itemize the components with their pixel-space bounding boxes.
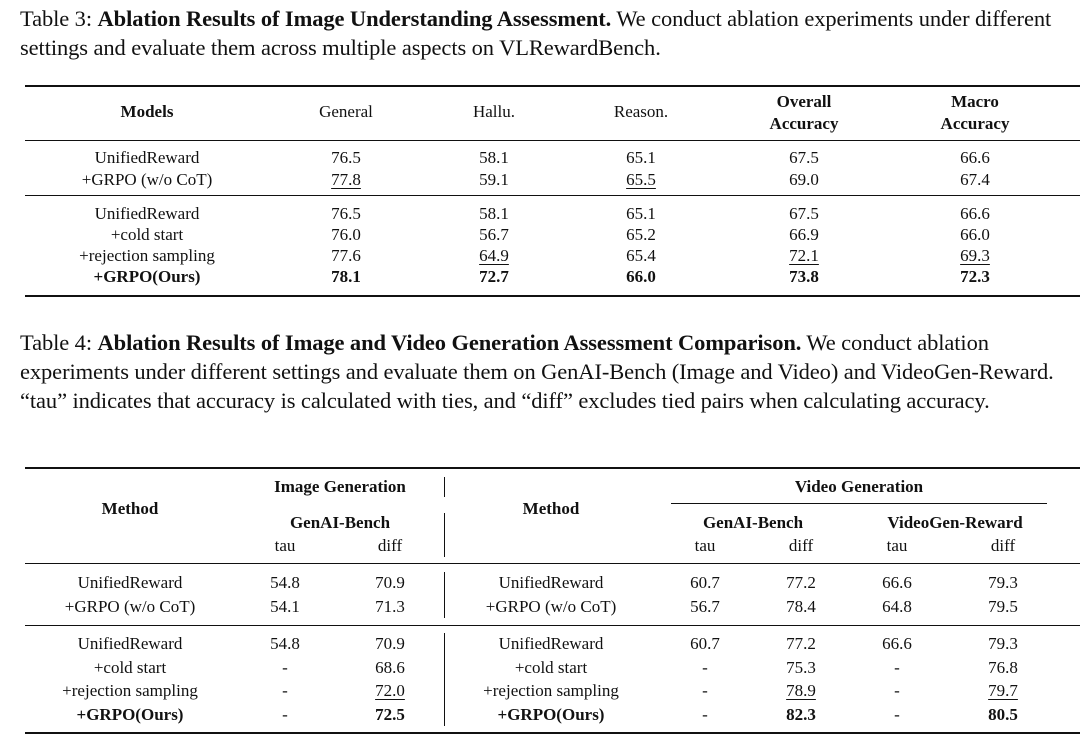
table3-text: We conduct ablation experiments under different settings and evaluate them across multiple aspects on VLRewardBench.: [20, 6, 1052, 60]
table4-row2-videogen-diff: 79.5: [988, 597, 1018, 616]
table4-row1-video-genai-diff: 77.2: [786, 573, 816, 592]
table4-row2-method-left: +GRPO (w/o CoT): [64, 597, 196, 616]
table4-row4-image-diff: 68.6: [375, 658, 405, 677]
table3-row1-reason: 65.1: [626, 148, 656, 167]
header-reason: Reason.: [613, 102, 669, 121]
table3-row2-hallu: 59.1: [479, 170, 509, 189]
table4-title: Ablation Results of Image and Video Generation Assessment Comparison.: [97, 330, 802, 355]
table4-row2-video-genai-tau: 56.7: [690, 597, 720, 616]
table4-row3-method-left: UnifiedReward: [77, 634, 183, 653]
table4-row4-video-genai-diff: 75.3: [786, 658, 816, 677]
table3-row6-hallu: 72.7: [479, 267, 509, 286]
table4-row3-video-genai-tau: 60.7: [690, 634, 720, 653]
header-image-diff: diff: [377, 536, 403, 555]
header-macro-line1: Macro: [951, 92, 999, 111]
header-macro-line2: Accuracy: [940, 114, 1010, 133]
header-image-generation: Image Generation: [274, 477, 406, 496]
table4-label: Table 4:: [20, 330, 92, 355]
table3-header-rule: [25, 140, 1080, 141]
table4-row1-videogen-diff: 79.3: [988, 573, 1018, 592]
table3-row1-hallu: 58.1: [479, 148, 509, 167]
table4-vsep-header-bottom: [444, 513, 445, 557]
table4-row6-method-left: +GRPO(Ours): [76, 705, 184, 724]
table4-row1-method-left: UnifiedReward: [77, 573, 183, 592]
table4-row5-method-right: +rejection sampling: [483, 681, 619, 700]
table3-row5-general: 77.6: [331, 246, 361, 265]
table4-header-rule: [25, 563, 1080, 564]
table4-row2-method-right: +GRPO (w/o CoT): [485, 597, 617, 616]
table3-row5-overall: 72.1: [789, 246, 819, 265]
table3-row2-overall: 69.0: [789, 170, 819, 189]
table4-row1-videogen-tau: 66.6: [882, 573, 912, 592]
table4-row1-image-tau: 54.8: [270, 573, 300, 592]
table3-row3-macro: 66.6: [960, 204, 990, 223]
table3-row3-overall: 67.5: [789, 204, 819, 223]
table4-row1-video-genai-tau: 60.7: [690, 573, 720, 592]
header-video-generation: Video Generation: [794, 477, 924, 496]
table3-row6-macro: 72.3: [960, 267, 990, 286]
table4-row3-image-diff: 70.9: [375, 634, 405, 653]
table4-row4-video-genai-tau: -: [702, 658, 708, 677]
table4-row4-method-left: +cold start: [93, 658, 167, 677]
header-overall-line2: Accuracy: [769, 114, 839, 133]
table4-row6-video-genai-diff: 82.3: [786, 705, 816, 724]
table4-row1-method-right: UnifiedReward: [498, 573, 604, 592]
table4-vsep-header-top: [444, 477, 445, 497]
header-genai-bench-image: GenAI-Bench: [289, 513, 391, 532]
table3-row6-model: +GRPO(Ours): [93, 267, 201, 286]
table3-row5-reason: 65.4: [626, 246, 656, 265]
table4-row6-videogen-tau: -: [894, 705, 900, 724]
table4-row6-image-tau: -: [282, 705, 288, 724]
table3-row2-general: 77.8: [331, 170, 361, 189]
table3-row2-model: +GRPO (w/o CoT): [81, 170, 213, 189]
table3-row1-general: 76.5: [331, 148, 361, 167]
table4-vsep-group2: [444, 633, 445, 726]
table3-row4-model: +cold start: [110, 225, 184, 244]
table4-row6-method-right: +GRPO(Ours): [497, 705, 605, 724]
table4-row5-video-genai-tau: -: [702, 681, 708, 700]
table4-row4-videogen-diff: 76.8: [988, 658, 1018, 677]
table3-top-rule: [25, 85, 1080, 87]
header-models: Models: [120, 102, 174, 121]
table4-group-rule: [25, 625, 1080, 626]
table4-row2-video-genai-diff: 78.4: [786, 597, 816, 616]
table4-row1-image-diff: 70.9: [375, 573, 405, 592]
table3-row4-reason: 65.2: [626, 225, 656, 244]
table3-group-rule: [25, 195, 1080, 196]
table4-row5-method-left: +rejection sampling: [62, 681, 198, 700]
table4-row3-videogen-diff: 79.3: [988, 634, 1018, 653]
header-videogen-reward: VideoGen-Reward: [887, 513, 1023, 532]
table4-row4-videogen-tau: -: [894, 658, 900, 677]
table3-row2-macro: 67.4: [960, 170, 990, 189]
table3-row5-hallu: 64.9: [479, 246, 509, 265]
table4-row5-video-genai-diff: 78.9: [786, 681, 816, 700]
table3-row6-overall: 73.8: [789, 267, 819, 286]
header-image-tau: tau: [274, 536, 296, 555]
table4-row5-videogen-diff: 79.7: [988, 681, 1018, 700]
table4-row4-image-tau: -: [282, 658, 288, 677]
header-videogen-tau: tau: [886, 536, 908, 555]
header-method-right: Method: [522, 499, 580, 518]
table4-top-rule: [25, 467, 1080, 469]
header-hallu: Hallu.: [472, 102, 516, 121]
header-video-genai-tau: tau: [694, 536, 716, 555]
table4-row6-videogen-diff: 80.5: [988, 705, 1018, 724]
table4-bottom-rule: [25, 732, 1080, 734]
table4-row3-video-genai-diff: 77.2: [786, 634, 816, 653]
table3-row3-hallu: 58.1: [479, 204, 509, 223]
header-method-left: Method: [101, 499, 159, 518]
table4-video-cmidrule: [671, 503, 1047, 504]
table4-row2-image-diff: 71.3: [375, 597, 405, 616]
table3-row1-model: UnifiedReward: [94, 148, 200, 167]
table3-row6-general: 78.1: [331, 267, 361, 286]
table3-title: Ablation Results of Image Understanding Assessment.: [97, 6, 612, 31]
header-video-genai-diff: diff: [788, 536, 814, 555]
table3-row4-macro: 66.0: [960, 225, 990, 244]
table4-row6-image-diff: 72.5: [375, 705, 405, 724]
table4-row2-videogen-tau: 64.8: [882, 597, 912, 616]
table3-row2-reason: 65.5: [626, 170, 656, 189]
table3-label: Table 3:: [20, 6, 92, 31]
header-videogen-diff: diff: [990, 536, 1016, 555]
table4-vsep-group1: [444, 572, 445, 618]
table4-text: We conduct ablation experiments under different settings and evaluate them on GenAI-Bench (Image and Video) and VideoGen-Reward. “tau” indicates that accuracy is calculated with ties, and “diff” excludes tied pairs when calculating accuracy.: [20, 330, 1054, 413]
table3-row4-hallu: 56.7: [479, 225, 509, 244]
table3-row4-overall: 66.9: [789, 225, 819, 244]
table4-caption: [20, 328, 1076, 415]
table3-row5-model: +rejection sampling: [79, 246, 215, 265]
table4-row3-videogen-tau: 66.6: [882, 634, 912, 653]
table3-row3-reason: 65.1: [626, 204, 656, 223]
header-general: General: [319, 102, 373, 121]
table3-row3-general: 76.5: [331, 204, 361, 223]
table3-bottom-rule: [25, 295, 1080, 297]
table3-row3-model: UnifiedReward: [94, 204, 200, 223]
table3-row1-macro: 66.6: [960, 148, 990, 167]
header-overall-line1: Overall: [776, 92, 832, 111]
header-genai-bench-video: GenAI-Bench: [702, 513, 804, 532]
table4-row3-method-right: UnifiedReward: [498, 634, 604, 653]
table3-row6-reason: 66.0: [626, 267, 656, 286]
table3-row1-overall: 67.5: [789, 148, 819, 167]
table4-row4-method-right: +cold start: [514, 658, 588, 677]
table4-row5-image-diff: 72.0: [375, 681, 405, 700]
table3-caption: [20, 4, 1076, 62]
table3-row5-macro: 69.3: [960, 246, 990, 265]
table4-row5-videogen-tau: -: [894, 681, 900, 700]
table4-row5-image-tau: -: [282, 681, 288, 700]
table3-row4-general: 76.0: [331, 225, 361, 244]
table4-row6-video-genai-tau: -: [702, 705, 708, 724]
table4-row3-image-tau: 54.8: [270, 634, 300, 653]
table4-row2-image-tau: 54.1: [270, 597, 300, 616]
